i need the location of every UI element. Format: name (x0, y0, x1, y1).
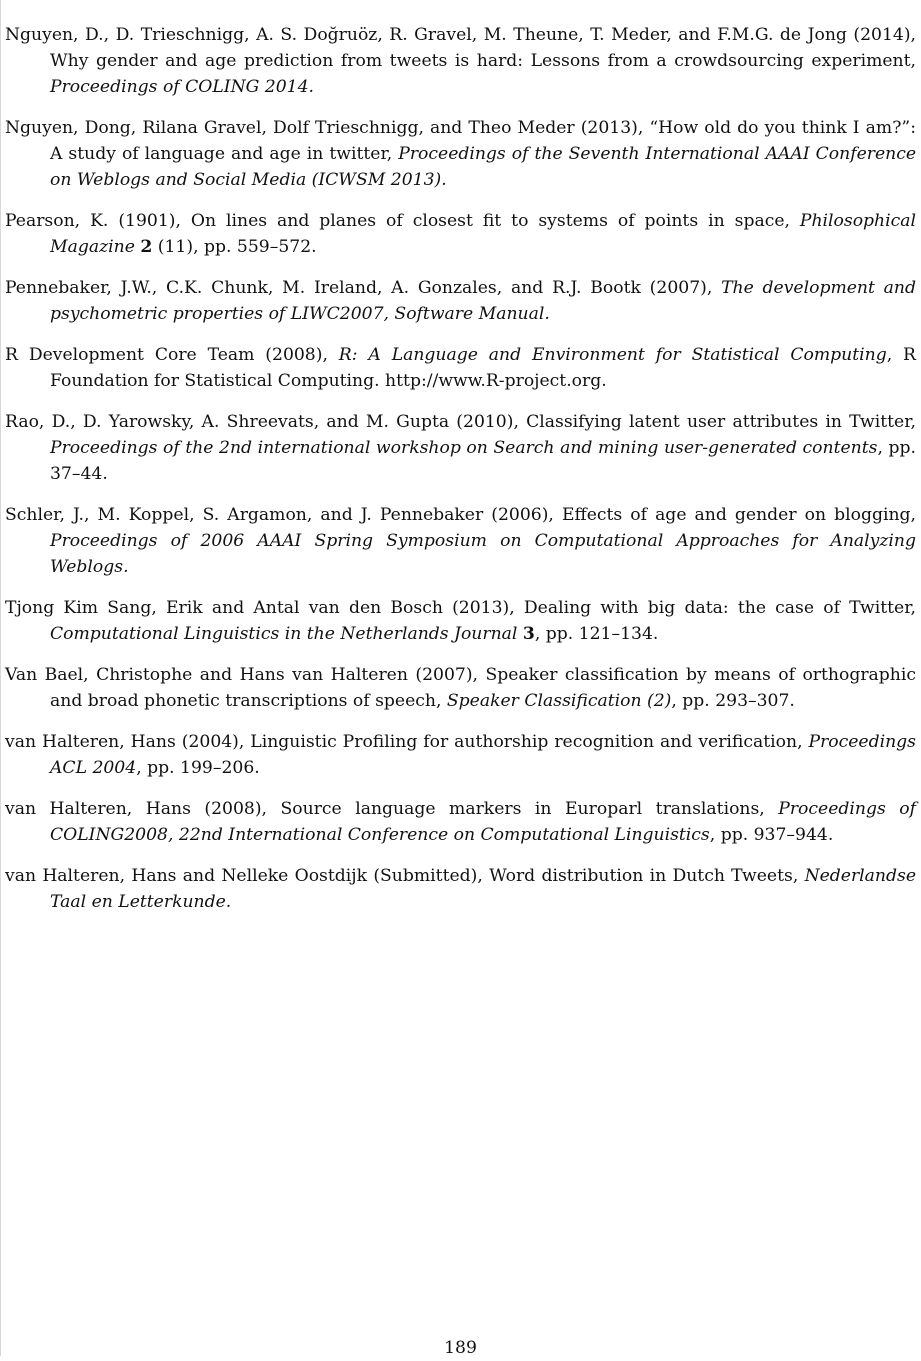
reference-venue: The development and psychometric properties of LIWC2007, Software Manual. (50, 278, 916, 324)
reference-venue: Nederlandse Taal en Letterkunde. (50, 866, 916, 912)
reference-text-tail: , pp. 199–206. (136, 758, 260, 778)
reference-entry (5, 208, 916, 260)
reference-entry (5, 863, 916, 915)
reference-entry (5, 796, 916, 848)
reference-text: R Development Core Team (2008), (5, 345, 339, 365)
reference-venue: Proceedings ACL 2004 (50, 732, 916, 778)
reference-text: Van Bael, Christophe and Hans van Halteren (2007), Speaker classification by means of orthographic and broad phonetic transcriptions of speech, (5, 665, 916, 711)
page-edge (0, 0, 1, 1356)
reference-text-tail: , pp. 293–307. (671, 691, 795, 711)
reference-venue: Proceedings of COLING 2014. (50, 77, 315, 97)
page-number: 189 (444, 1338, 477, 1358)
reference-entry (5, 342, 916, 394)
reference-venue: Speaker Classification (2) (446, 691, 672, 711)
reference-entry (5, 729, 916, 781)
reference-venue: Philosophical Magazine (50, 211, 916, 257)
reference-text-tail: , R Foundation for Statistical Computing. http://www.R-project.org. (50, 345, 916, 391)
reference-text-tail: , pp. 937–944. (709, 825, 834, 845)
reference-text: Nguyen, Dong, Rilana Gravel, Dolf Trieschnigg, and Theo Meder (2013), “How old do you think I am?”: A study of language and age in twitter, (5, 118, 916, 164)
reference-entry (5, 595, 916, 647)
reference-text: Nguyen, D., D. Trieschnigg, A. S. Doğruöz, R. Gravel, M. Theune, T. Meder, and F.M.G. de Jong (2014), Why gender and age prediction from tweets is hard: Lessons from a crowdsourcing experiment, (5, 25, 916, 71)
reference-venue: Proceedings of 2006 AAAI Spring Symposium on Computational Approaches for Analyzing Weblogs. (50, 531, 916, 577)
reference-text: Pearson, K. (1901), On lines and planes of closest fit to systems of points in space, (5, 211, 800, 231)
reference-entry (5, 409, 916, 487)
reference-text: Rao, D., D. Yarowsky, A. Shreevats, and M. Gupta (2010), Classifying latent user attributes in Twitter, (5, 412, 916, 432)
reference-list (5, 22, 916, 930)
reference-text: Pennebaker, J.W., C.K. Chunk, M. Ireland, A. Gonzales, and R.J. Bootk (2007), (5, 278, 722, 298)
reference-text: Schler, J., M. Koppel, S. Argamon, and J. Pennebaker (2006), Effects of age and gender on blogging, (5, 505, 916, 525)
reference-text-tail: , pp. 37–44. (50, 438, 916, 484)
reference-text: Tjong Kim Sang, Erik and Antal van den Bosch (2013), Dealing with big data: the case of Twitter, (5, 598, 916, 618)
reference-entry (5, 662, 916, 714)
reference-pages: (11), pp. 559–572. (152, 237, 317, 257)
reference-volume: 3 (522, 624, 535, 644)
reference-text: van Halteren, Hans (2004), Linguistic Profiling for authorship recognition and verification, (5, 732, 809, 752)
reference-venue: Proceedings of COLING2008, 22nd International Conference on Computational Linguistics (50, 799, 916, 845)
reference-entry (5, 502, 916, 580)
reference-volume: 2 (140, 237, 153, 257)
reference-venue: Proceedings of the 2nd international workshop on Search and mining user-generated contents (50, 438, 878, 458)
reference-entry (5, 22, 916, 100)
reference-pages: , pp. 121–134. (534, 624, 659, 644)
reference-text: van Halteren, Hans and Nelleke Oostdijk (Submitted), Word distribution in Dutch Tweets, (5, 866, 805, 886)
reference-venue: Computational Linguistics in the Netherlands Journal (50, 624, 518, 644)
reference-entry (5, 275, 916, 327)
reference-text: van Halteren, Hans (2008), Source language markers in Europarl translations, (5, 799, 779, 819)
reference-venue: Proceedings of the Seventh International AAAI Conference on Weblogs and Social Media (ICWSM 2013). (50, 144, 916, 190)
reference-venue: R: A Language and Environment for Statistical Computing (338, 345, 887, 365)
reference-entry (5, 115, 916, 193)
